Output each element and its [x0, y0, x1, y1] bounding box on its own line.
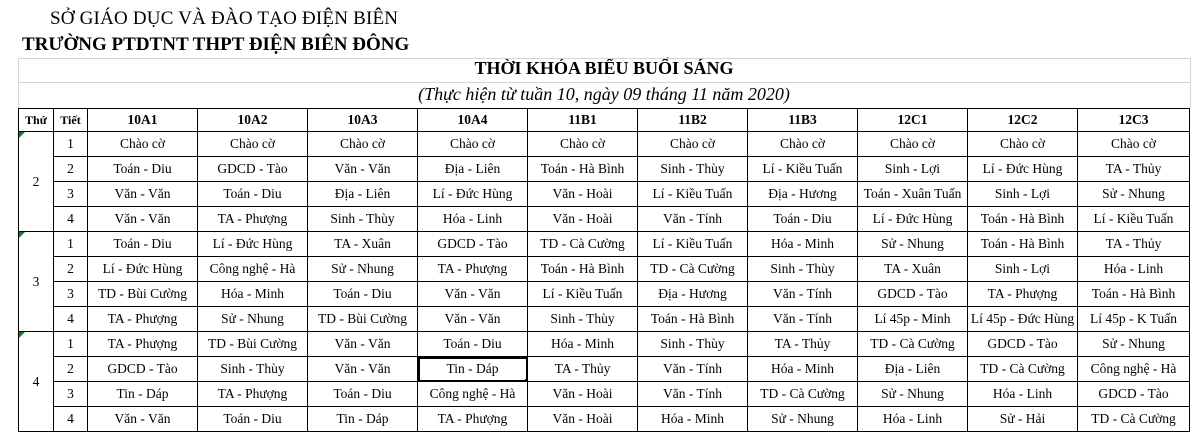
- schedule-cell[interactable]: Sử - Nhung: [1078, 332, 1190, 357]
- schedule-cell[interactable]: Văn - Tính: [638, 207, 748, 232]
- schedule-cell[interactable]: Toán - Diu: [308, 282, 418, 307]
- schedule-cell[interactable]: TA - Phượng: [418, 407, 528, 432]
- schedule-cell[interactable]: Lí - Đức Hùng: [88, 257, 198, 282]
- schedule-cell[interactable]: Công nghệ - Hà: [418, 382, 528, 407]
- schedule-cell[interactable]: TD - Bùi Cường: [88, 282, 198, 307]
- schedule-cell[interactable]: Văn - Văn: [418, 282, 528, 307]
- day-label: 2: [32, 173, 40, 189]
- schedule-cell[interactable]: Lí 45p - Minh: [858, 307, 968, 332]
- schedule-cell[interactable]: Văn - Hoài: [528, 382, 638, 407]
- schedule-cell[interactable]: Văn - Hoài: [528, 207, 638, 232]
- schedule-cell[interactable]: Lí - Kiều Tuấn: [748, 157, 858, 182]
- schedule-cell[interactable]: TD - Bùi Cường: [198, 332, 308, 357]
- sheet-gridline: [1190, 58, 1191, 108]
- period-cell[interactable]: 1: [54, 332, 88, 357]
- table-row: [19, 232, 1190, 257]
- cell-error-indicator: [19, 132, 25, 138]
- schedule-cell[interactable]: Toán - Diu: [198, 182, 308, 207]
- day-label: 4: [32, 373, 40, 389]
- schedule-cell[interactable]: Chào cờ: [308, 132, 418, 157]
- schedule-cell[interactable]: Công nghệ - Hà: [1078, 357, 1190, 382]
- schedule-cell[interactable]: Chào cờ: [528, 132, 638, 157]
- schedule-cell[interactable]: TD - Cà Cường: [748, 382, 858, 407]
- schedule-cell[interactable]: Địa - Hương: [638, 282, 748, 307]
- schedule-cell[interactable]: Sử - Nhung: [748, 407, 858, 432]
- schedule-cell[interactable]: Hóa - Linh: [858, 407, 968, 432]
- period-cell[interactable]: 3: [54, 382, 88, 407]
- schedule-cell[interactable]: Chào cờ: [88, 132, 198, 157]
- schedule-cell[interactable]: Hóa - Minh: [638, 407, 748, 432]
- period-cell[interactable]: 2: [54, 157, 88, 182]
- header-class[interactable]: 12C1: [858, 109, 968, 132]
- schedule-cell[interactable]: Lí 45p - K Tuấn: [1078, 307, 1190, 332]
- table-row: [19, 257, 1190, 282]
- schedule-cell[interactable]: Lí - Kiều Tuấn: [528, 282, 638, 307]
- schedule-cell[interactable]: Địa - Liên: [308, 182, 418, 207]
- schedule-cell[interactable]: Hóa - Minh: [198, 282, 308, 307]
- period-cell[interactable]: 4: [54, 307, 88, 332]
- schedule-cell[interactable]: Chào cờ: [198, 132, 308, 157]
- timetable-subtitle: (Thực hiện từ tuần 10, ngày 09 tháng 11 năm 2020): [418, 84, 790, 104]
- schedule-cell[interactable]: Toán - Diu: [88, 232, 198, 257]
- schedule-cell[interactable]: Văn - Tính: [638, 382, 748, 407]
- cell-error-indicator: [19, 232, 25, 238]
- schedule-cell[interactable]: Chào cờ: [1078, 132, 1190, 157]
- schedule-cell[interactable]: Toán - Hà Bình: [968, 207, 1078, 232]
- schedule-cell[interactable]: Toán - Hà Bình: [1078, 282, 1190, 307]
- schedule-cell[interactable]: Chào cờ: [748, 132, 858, 157]
- schedule-cell[interactable]: GDCD - Tào: [418, 232, 528, 257]
- table-row: [19, 357, 1190, 382]
- schedule-cell[interactable]: Toán - Xuân Tuấn: [858, 182, 968, 207]
- schedule-cell[interactable]: Toán - Hà Bình: [528, 157, 638, 182]
- schedule-cell[interactable]: Toán - Diu: [308, 382, 418, 407]
- schedule-cell[interactable]: TD - Bùi Cường: [308, 307, 418, 332]
- schedule-cell[interactable]: TD - Cà Cường: [638, 257, 748, 282]
- day-cell[interactable]: [19, 332, 54, 432]
- table-row: [19, 382, 1190, 407]
- schedule-cell[interactable]: Tin - Dáp: [308, 407, 418, 432]
- schedule-cell[interactable]: TA - Phượng: [88, 332, 198, 357]
- header-day[interactable]: Thứ: [19, 109, 54, 132]
- schedule-cell[interactable]: TA - Phượng: [968, 282, 1078, 307]
- schedule-cell[interactable]: Lí - Đức Hùng: [198, 232, 308, 257]
- schedule-cell[interactable]: TD - Cà Cường: [858, 332, 968, 357]
- schedule-cell[interactable]: Hóa - Minh: [748, 232, 858, 257]
- header-class[interactable]: 10A1: [88, 109, 198, 132]
- schedule-cell[interactable]: Địa - Liên: [858, 357, 968, 382]
- table-row: [19, 132, 1190, 157]
- department-name: SỞ GIÁO DỤC VÀ ĐÀO TẠO ĐIỆN BIÊN: [50, 8, 399, 29]
- day-cell[interactable]: [19, 232, 54, 332]
- schedule-cell[interactable]: TA - Thủy: [1078, 232, 1190, 257]
- schedule-cell[interactable]: Sử - Nhung: [308, 257, 418, 282]
- schedule-cell[interactable]: Lí 45p - Đức Hùng: [968, 307, 1078, 332]
- schedule-cell[interactable]: Lí - Đức Hùng: [968, 157, 1078, 182]
- schedule-cell[interactable]: Địa - Liên: [418, 157, 528, 182]
- schedule-cell[interactable]: Văn - Văn: [308, 357, 418, 382]
- schedule-cell[interactable]: TA - Thủy: [528, 357, 638, 382]
- sheet-gridline: [18, 82, 1190, 83]
- schedule-cell[interactable]: Lí - Kiều Tuấn: [638, 232, 748, 257]
- schedule-cell[interactable]: TA - Thủy: [748, 332, 858, 357]
- schedule-cell[interactable]: Toán - Diu: [88, 157, 198, 182]
- schedule-cell[interactable]: Chào cờ: [968, 132, 1078, 157]
- schedule-cell[interactable]: Toán - Diu: [198, 407, 308, 432]
- header-class[interactable]: 10A4: [418, 109, 528, 132]
- schedule-cell[interactable]: Văn - Văn: [418, 307, 528, 332]
- table-row: [19, 332, 1190, 357]
- schedule-cell[interactable]: Hóa - Linh: [1078, 257, 1190, 282]
- header-class[interactable]: 10A2: [198, 109, 308, 132]
- table-header-row: [19, 109, 1190, 132]
- schedule-cell[interactable]: Văn - Văn: [308, 157, 418, 182]
- header-class[interactable]: 11B2: [638, 109, 748, 132]
- schedule-cell[interactable]: GDCD - Tào: [858, 282, 968, 307]
- period-cell[interactable]: 3: [54, 282, 88, 307]
- schedule-cell[interactable]: Toán - Hà Bình: [638, 307, 748, 332]
- schedule-cell[interactable]: Toán - Diu: [418, 332, 528, 357]
- schedule-cell[interactable]: Văn - Hoài: [528, 407, 638, 432]
- period-cell[interactable]: 2: [54, 357, 88, 382]
- schedule-cell[interactable]: Sinh - Lợi: [858, 157, 968, 182]
- schedule-cell[interactable]: Lí - Đức Hùng: [418, 182, 528, 207]
- schedule-cell[interactable]: Lí - Kiều Tuấn: [638, 182, 748, 207]
- period-cell[interactable]: 1: [54, 132, 88, 157]
- schedule-cell[interactable]: TA - Phượng: [198, 207, 308, 232]
- schedule-cell[interactable]: GDCD - Tào: [198, 157, 308, 182]
- period-cell[interactable]: 4: [54, 407, 88, 432]
- schedule-cell[interactable]: Sử - Hải: [968, 407, 1078, 432]
- schedule-cell[interactable]: GDCD - Tào: [968, 332, 1078, 357]
- schedule-cell[interactable]: TA - Xuân: [308, 232, 418, 257]
- schedule-cell[interactable]: TD - Cà Cường: [968, 357, 1078, 382]
- header-class[interactable]: 12C2: [968, 109, 1078, 132]
- timetable: [18, 108, 1190, 432]
- selected-cell[interactable]: Tin - Dáp: [418, 357, 528, 382]
- schedule-cell[interactable]: Sử - Nhung: [1078, 182, 1190, 207]
- schedule-cell[interactable]: Hóa - Minh: [748, 357, 858, 382]
- schedule-cell[interactable]: TD - Cà Cường: [528, 232, 638, 257]
- school-name: TRƯỜNG PTDTNT THPT ĐIỆN BIÊN ĐÔNG: [22, 34, 410, 55]
- schedule-cell[interactable]: TA - Phượng: [88, 307, 198, 332]
- schedule-cell[interactable]: Sử - Nhung: [198, 307, 308, 332]
- timetable-body: [19, 132, 1190, 432]
- schedule-cell[interactable]: Sinh - Thùy: [748, 257, 858, 282]
- schedule-cell[interactable]: Địa - Hương: [748, 182, 858, 207]
- sheet-gridline: [18, 58, 19, 108]
- schedule-cell[interactable]: TA - Thủy: [1078, 157, 1190, 182]
- header-class[interactable]: 10A3: [308, 109, 418, 132]
- table-row: [19, 407, 1190, 432]
- schedule-cell[interactable]: Lí - Đức Hùng: [858, 207, 968, 232]
- schedule-cell[interactable]: Hóa - Minh: [528, 332, 638, 357]
- schedule-cell[interactable]: TA - Phượng: [198, 382, 308, 407]
- table-row: [19, 207, 1190, 232]
- schedule-cell[interactable]: Văn - Hoài: [528, 182, 638, 207]
- schedule-cell[interactable]: Toán - Hà Bình: [968, 232, 1078, 257]
- period-cell[interactable]: 3: [54, 182, 88, 207]
- sheet-gridline: [18, 58, 1190, 59]
- schedule-cell[interactable]: GDCD - Tào: [88, 357, 198, 382]
- schedule-cell[interactable]: Sinh - Thùy: [638, 157, 748, 182]
- schedule-cell[interactable]: Văn - Tính: [638, 357, 748, 382]
- schedule-cell[interactable]: Hóa - Linh: [418, 207, 528, 232]
- schedule-cell[interactable]: Sinh - Thùy: [198, 357, 308, 382]
- schedule-cell[interactable]: Công nghệ - Hà: [198, 257, 308, 282]
- schedule-cell[interactable]: Chào cờ: [418, 132, 528, 157]
- table-row: [19, 182, 1190, 207]
- schedule-cell[interactable]: Lí - Kiều Tuấn: [1078, 207, 1190, 232]
- schedule-cell[interactable]: Hóa - Linh: [968, 382, 1078, 407]
- schedule-cell[interactable]: Chào cờ: [858, 132, 968, 157]
- schedule-cell[interactable]: Tin - Dáp: [88, 382, 198, 407]
- header-class[interactable]: 11B3: [748, 109, 858, 132]
- schedule-cell[interactable]: Văn - Tính: [748, 282, 858, 307]
- schedule-cell[interactable]: Văn - Văn: [88, 407, 198, 432]
- period-cell[interactable]: 2: [54, 257, 88, 282]
- schedule-cell[interactable]: Văn - Văn: [88, 207, 198, 232]
- schedule-cell[interactable]: Văn - Văn: [308, 332, 418, 357]
- schedule-cell[interactable]: Văn - Tính: [748, 307, 858, 332]
- schedule-cell[interactable]: Sinh - Thùy: [638, 332, 748, 357]
- schedule-cell[interactable]: GDCD - Tào: [1078, 382, 1190, 407]
- schedule-cell[interactable]: Văn - Văn: [88, 182, 198, 207]
- schedule-cell[interactable]: Sinh - Lợi: [968, 257, 1078, 282]
- schedule-cell[interactable]: Sinh - Lợi: [968, 182, 1078, 207]
- header-class[interactable]: 12C3: [1078, 109, 1190, 132]
- cell-error-indicator: [19, 332, 25, 338]
- header-class[interactable]: 11B1: [528, 109, 638, 132]
- header-period[interactable]: Tiết: [54, 109, 88, 132]
- schedule-cell[interactable]: Sinh - Thùy: [528, 307, 638, 332]
- schedule-cell[interactable]: TD - Cà Cường: [1078, 407, 1190, 432]
- table-row: [19, 307, 1190, 332]
- day-cell[interactable]: [19, 132, 54, 232]
- schedule-cell[interactable]: Sử - Nhung: [858, 382, 968, 407]
- table-row: [19, 282, 1190, 307]
- schedule-cell[interactable]: TA - Phượng: [418, 257, 528, 282]
- schedule-cell[interactable]: Sinh - Thùy: [308, 207, 418, 232]
- schedule-cell[interactable]: Toán - Hà Bình: [528, 257, 638, 282]
- period-cell[interactable]: 1: [54, 232, 88, 257]
- schedule-cell[interactable]: Chào cờ: [638, 132, 748, 157]
- table-row: [19, 157, 1190, 182]
- timetable-title: THỜI KHÓA BIỂU BUỔI SÁNG: [474, 58, 734, 78]
- schedule-cell[interactable]: TA - Xuân: [858, 257, 968, 282]
- schedule-cell[interactable]: Sử - Nhung: [858, 232, 968, 257]
- period-cell[interactable]: 4: [54, 207, 88, 232]
- day-label: 3: [32, 273, 40, 289]
- schedule-cell[interactable]: Toán - Diu: [748, 207, 858, 232]
